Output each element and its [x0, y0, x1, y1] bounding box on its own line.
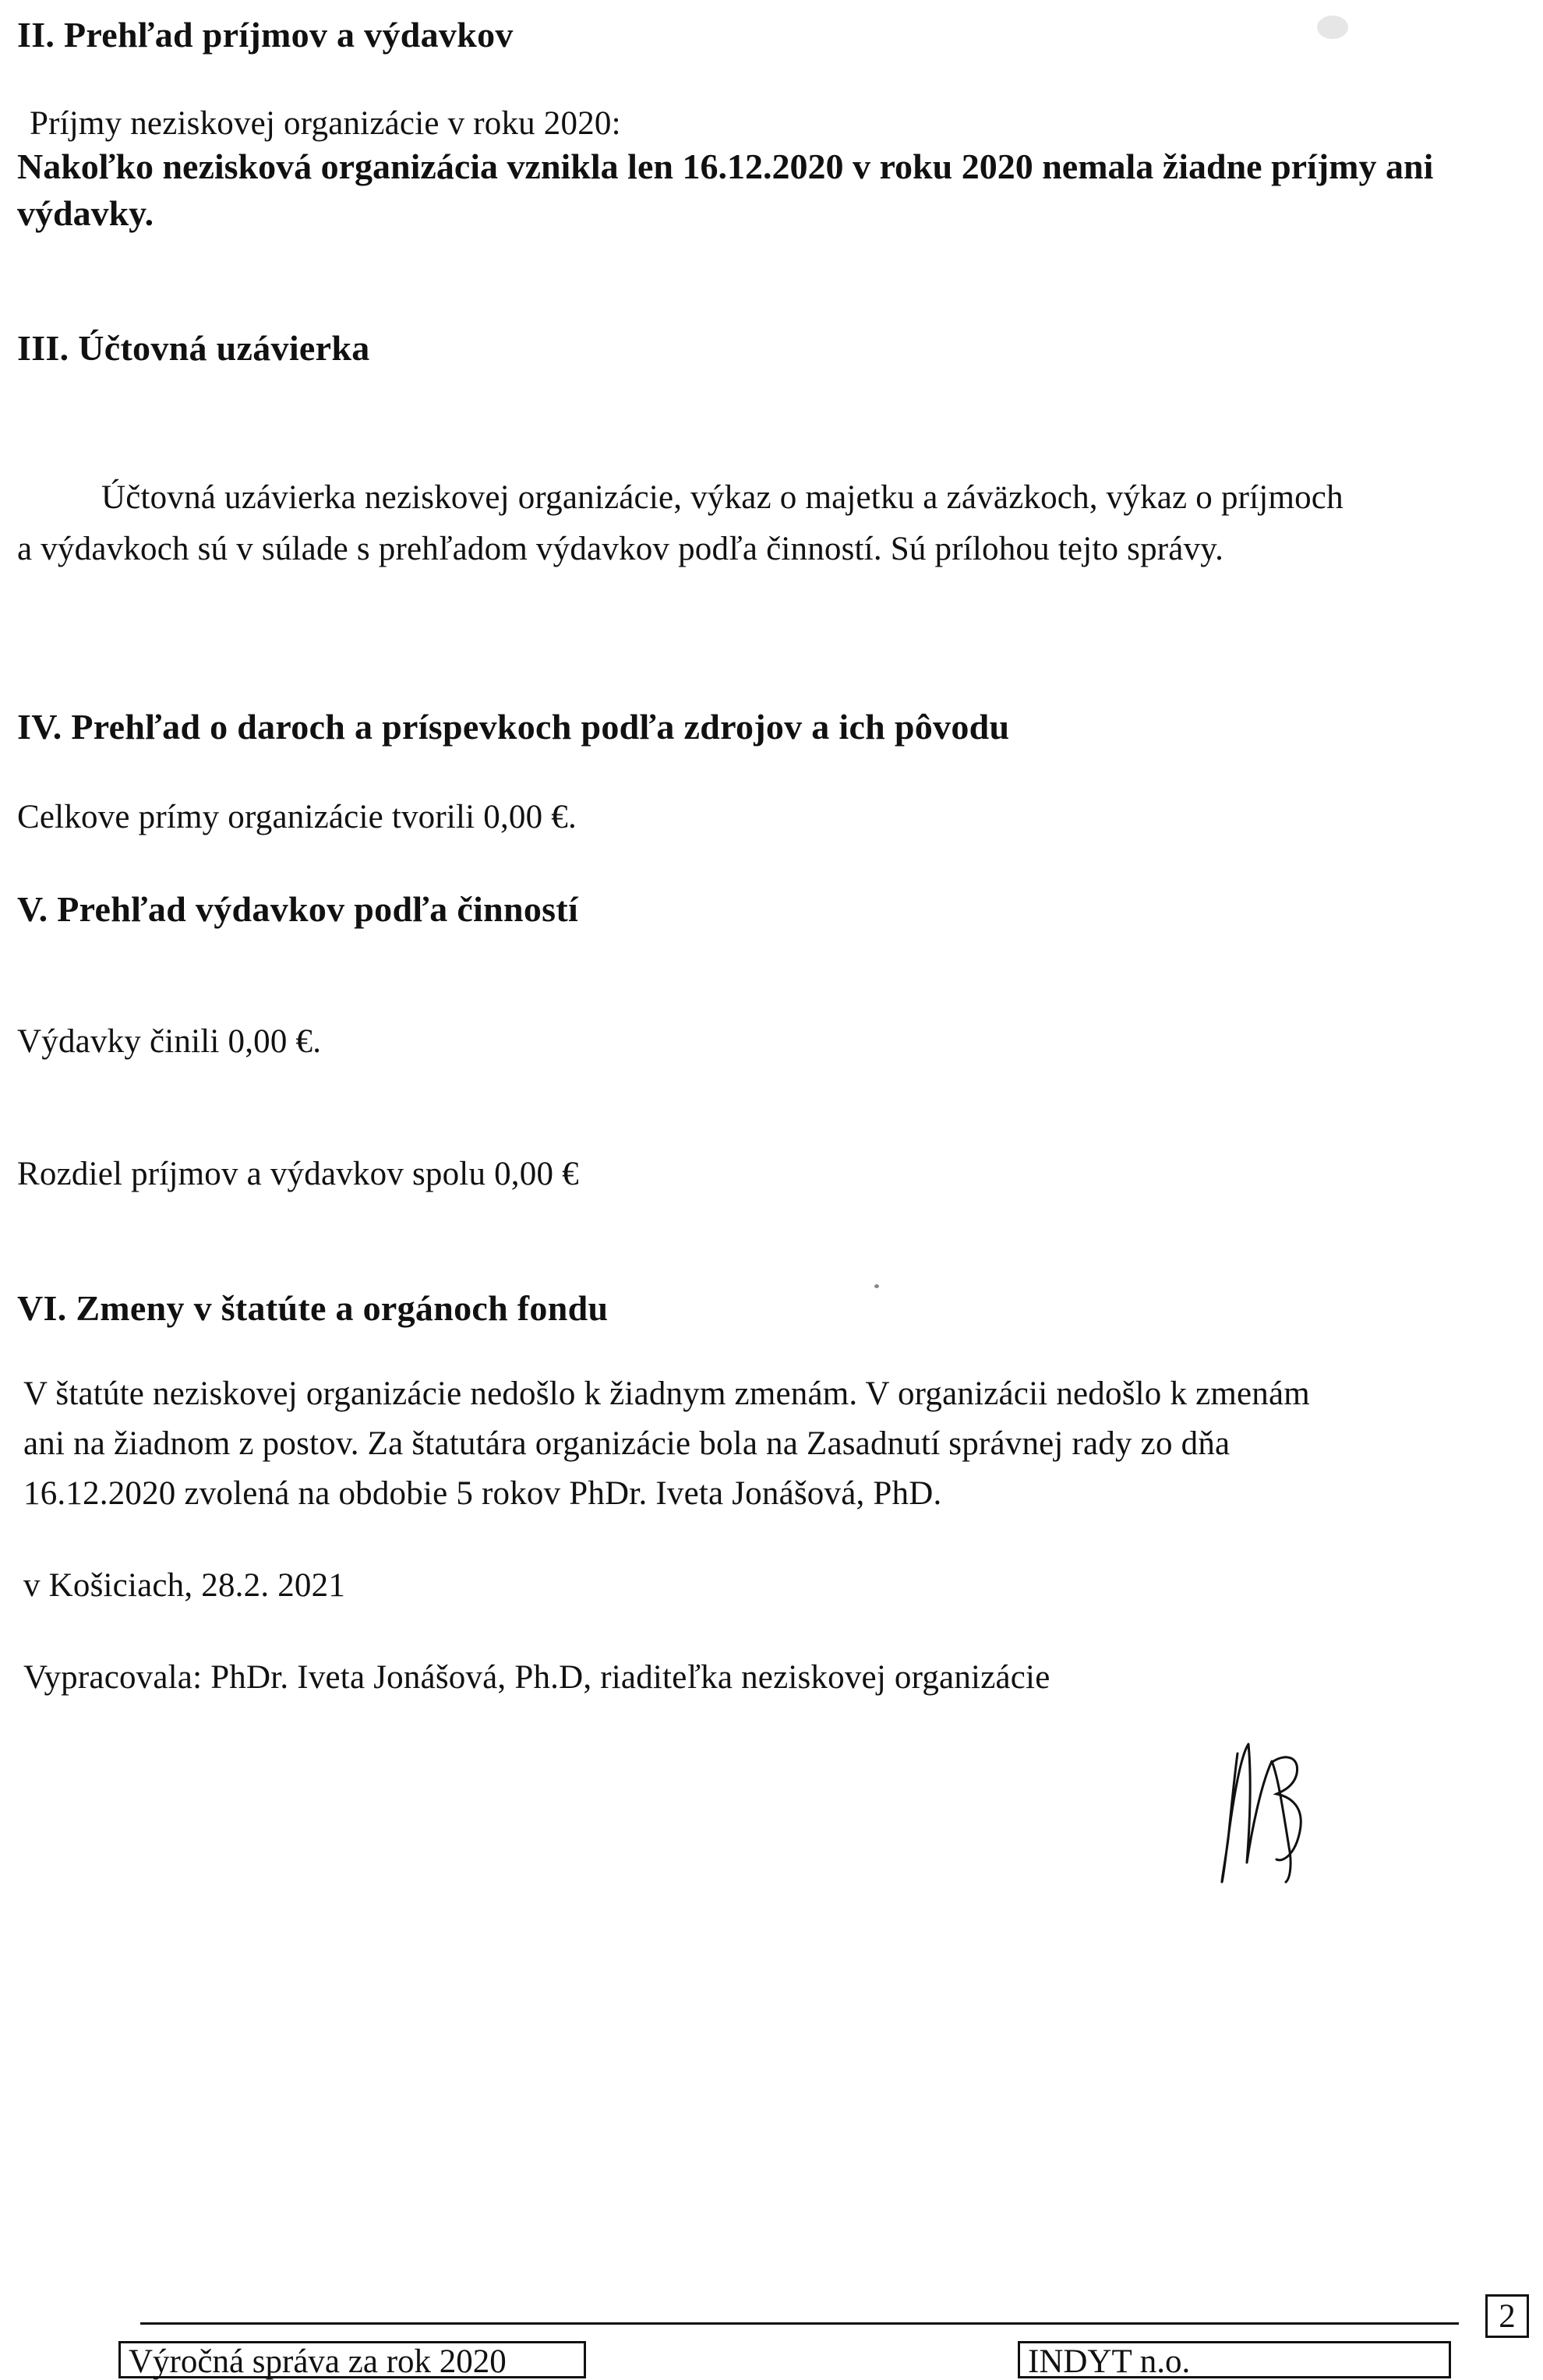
section-6-heading: VI. Zmeny v štatúte a orgánoch fondu [17, 1288, 609, 1328]
section-4-text: Celkove prímy organizácie tvorili 0,00 €. [17, 799, 577, 835]
place-date: v Košiciach, 28.2. 2021 [23, 1567, 346, 1604]
footer-right-label: INDYT n.o. [1028, 2343, 1191, 2380]
section-5-difference: Rozdiel príjmov a výdavkov spolu 0,00 € [17, 1156, 579, 1192]
handwritten-signature [1208, 1730, 1333, 1902]
footer-left-label: Výročná správa za rok 2020 [129, 2343, 507, 2380]
section-2-intro: Príjmy neziskovej organizácie v roku 2020: [30, 105, 621, 142]
section-3-paragraph-line1: Účtovná uzávierka neziskovej organizácie, výkaz o majetku a záväzkoch, výkaz o príjmoch [101, 479, 1344, 516]
section-2-heading: II. Prehľad príjmov a výdavkov [17, 15, 514, 55]
section-6-line2: ani na žiadnom z postov. Za štatutára organizácie bola na Zasadnutí správnej rady zo dňa [23, 1425, 1231, 1462]
footer-left-box [118, 2341, 586, 2378]
section-2-bold-text: Nakoľko nezisková organizácia vznikla len 16.12.2020 v roku 2020 nemala žiadne príjmy ani výdavky. [17, 147, 1434, 233]
section-3-heading: III. Účtovná uzávierka [17, 328, 370, 368]
prepared-by: Vypracovala: PhDr. Iveta Jonášová, Ph.D, riaditeľka neziskovej organizácie [23, 1659, 1050, 1696]
section-6-line3: 16.12.2020 zvolená na obdobie 5 rokov PhDr. Iveta Jonášová, PhD. [23, 1475, 942, 1512]
section-5-expenses: Výdavky činili 0,00 €. [17, 1023, 322, 1060]
page-number: 2 [1499, 2298, 1516, 2335]
footer-rule [140, 2322, 1459, 2325]
section-3-paragraph-line2: a výdavkoch sú v súlade s prehľadom výdavkov podľa činností. Sú prílohou tejto správy. [17, 531, 1224, 567]
footer-right-box [1018, 2341, 1451, 2378]
scan-smudge [1317, 16, 1348, 39]
section-5-heading: V. Prehľad výdavkov podľa činností [17, 889, 579, 929]
scan-speck [874, 1284, 879, 1288]
page-number-box [1485, 2294, 1529, 2338]
section-4-heading: IV. Prehľad o daroch a príspevkoch podľa zdrojov a ich pôvodu [17, 707, 1010, 747]
section-6-line1: V štatúte neziskovej organizácie nedošlo k žiadnym zmenám. V organizácii nedošlo k zmenám [23, 1375, 1310, 1412]
